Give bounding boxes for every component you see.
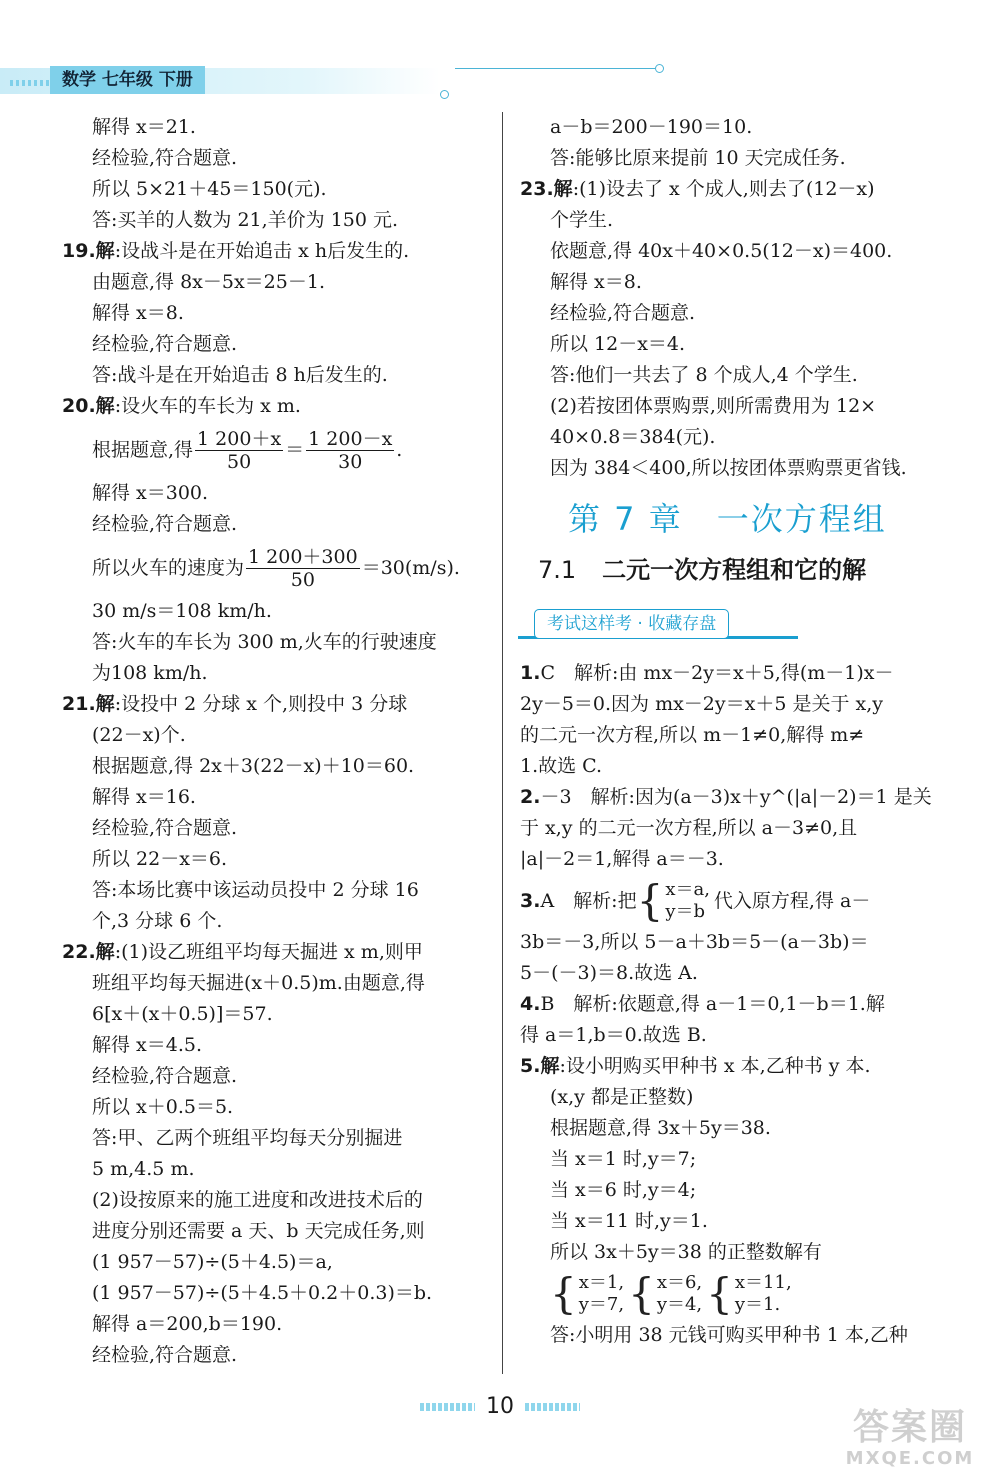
question-number: 4. [520, 993, 541, 1015]
text-line: 个学生. [550, 209, 614, 231]
text-line: 所以 12－x＝4. [550, 333, 686, 355]
text-line: 个,3 分球 6 个. [92, 910, 223, 932]
text-line: 所以 5×21＋45＝150(元). [92, 178, 327, 200]
text-line: :设投中 2 分球 x 个,则投中 3 分球 [114, 693, 408, 715]
equation-text: 根据题意,得 [92, 438, 194, 461]
equation-system [706, 1269, 792, 1318]
text-line: C 解析:由 mx－2y＝x＋5,得(m－1)x－ [540, 662, 894, 684]
text-line: (x,y 都是正整数) [550, 1086, 694, 1108]
text-line: 经检验,符合题意. [92, 333, 238, 355]
text-line: (1 957－57)÷(5＋4.5)＝a, [92, 1251, 333, 1273]
header-decoration [10, 80, 50, 86]
denominator: 30 [338, 450, 363, 473]
fraction [246, 546, 360, 591]
text-line: 根据题意,得 2x＋3(22－x)＋10＝60. [92, 755, 415, 777]
text-line: 答:他们一共去了 8 个成人,4 个学生. [550, 364, 858, 386]
denominator: 50 [290, 568, 315, 591]
answer-2 [520, 782, 950, 875]
text-line: 2y－5＝0.因为 mx－2y＝x＋5 是关于 x,y [520, 693, 884, 715]
text-line: 解得 x＝4.5. [92, 1034, 203, 1056]
page-number: 10 [486, 1394, 514, 1419]
text-line: 答:火车的车长为 300 m,火车的行驶速度 [92, 631, 437, 653]
text-line: :设小明购买甲种书 x 本,乙种书 y 本. [559, 1055, 871, 1077]
fraction [195, 428, 283, 473]
brace-icon: { [550, 1269, 577, 1318]
text-line: 解得 a＝200,b＝190. [92, 1313, 283, 1335]
solution-20 [62, 391, 492, 689]
answer-4 [520, 989, 950, 1051]
text-line: (2)若按团体票购票,则所需费用为 12× [550, 395, 877, 417]
numerator: 1 200－x [308, 427, 393, 450]
text-line: 解得 x＝16. [92, 786, 196, 808]
text-line: 经检验,符合题意. [92, 513, 238, 535]
brace-icon: { [706, 1269, 733, 1318]
numerator: 1 200＋x [197, 427, 282, 450]
text-line: 答:本场比赛中该运动员投中 2 分球 16 [92, 879, 419, 901]
denominator: 50 [227, 450, 252, 473]
solution-21 [62, 689, 492, 937]
text-line: 经检验,符合题意. [92, 1344, 238, 1366]
numerator: 1 200＋300 [248, 545, 358, 568]
solution-22 [62, 937, 492, 1371]
text-line: 答:买羊的人数为 21,羊价为 150 元. [92, 209, 399, 231]
running-header [0, 60, 1000, 100]
right-column [520, 112, 950, 484]
text-line: 5－(－3)＝8.故选 A. [520, 962, 698, 984]
solution-label: 解 [95, 395, 115, 417]
question-number: 3. [520, 889, 541, 912]
text-line: :(1)设去了 x 个成人,则去了(12－x) [572, 178, 875, 200]
solution-23 [520, 174, 950, 484]
text-line: 根据题意,得 3x＋5y＝38. [550, 1117, 771, 1139]
system-row: y＝4, [656, 1294, 703, 1315]
text-line: 所以 3x＋5y＝38 的正整数解有 [550, 1241, 822, 1263]
answer-5 [520, 1051, 950, 1351]
header-title: 数学 七年级 下册 [50, 66, 205, 94]
system-row: x＝a, [665, 879, 710, 900]
text-line: 得 a＝1,b＝0.故选 B. [520, 1024, 707, 1046]
solution-label: 解 [95, 240, 115, 262]
solution-19 [62, 236, 492, 391]
text-line: 为108 km/h. [92, 662, 208, 684]
text-line: 1.故选 C. [520, 755, 603, 777]
equation-line [62, 422, 492, 478]
text-line: 经检验,符合题意. [550, 302, 696, 324]
header-dot [440, 90, 449, 99]
question-number: 1. [520, 662, 541, 684]
column-divider [502, 112, 503, 1374]
equation-system [550, 1269, 625, 1318]
period: . [396, 438, 403, 461]
page-number-decoration [420, 1403, 475, 1411]
question-number: 20. [62, 395, 96, 417]
text-line: 6[x＋(x＋0.5)]＝57. [92, 1003, 273, 1025]
text-line: |a|－2＝1,解得 a＝－3. [520, 848, 724, 870]
text-line: 40×0.8＝384(元). [550, 426, 716, 448]
system-row: y＝1. [734, 1294, 781, 1315]
question-number: 5. [520, 1055, 541, 1077]
solution-systems [520, 1268, 950, 1320]
text-line: 30 m/s＝108 km/h. [92, 600, 272, 622]
text-line: 的二元一次方程,所以 m－1≠0,解得 m≠ [520, 724, 865, 746]
text-line: 由题意,得 8x－5x＝25－1. [92, 271, 325, 293]
system-row: y＝b [665, 901, 706, 922]
system-row: x＝1, [578, 1272, 625, 1293]
equation-system [636, 876, 710, 925]
equation-system [628, 1269, 703, 1318]
text-line: a－b＝200－190＝10. [550, 116, 753, 138]
banner-label: 考试这样考 · 收藏存盘 [534, 609, 729, 639]
text-line: 经检验,符合题意. [92, 1065, 238, 1087]
text-line: (1 957－57)÷(5＋4.5＋0.2＋0.3)＝b. [92, 1282, 433, 1304]
solution-label: 解 [95, 941, 115, 963]
system-row: x＝11, [734, 1272, 792, 1293]
text-line: 解得 x＝300. [92, 482, 209, 504]
text-line: 答:能够比原来提前 10 天完成任务. [550, 147, 846, 169]
watermark-text: 答案圈 [852, 1407, 967, 1448]
header-rule [455, 68, 655, 69]
question-number: 19. [62, 240, 96, 262]
chapter-title: 第 7 章 一次方程组 [568, 500, 887, 538]
text-line: 当 x＝11 时,y＝1. [550, 1210, 708, 1232]
text-line: 答:甲、乙两个班组平均每天分别掘进 [92, 1127, 403, 1149]
section-title [538, 550, 866, 585]
left-column [62, 112, 492, 1371]
watermark-url: MXQE.COM [845, 1448, 975, 1469]
text-line: 代入原方程,得 a－ [713, 889, 871, 912]
question-number: 22. [62, 941, 96, 963]
text-line: 依题意,得 40x＋40×0.5(12－x)＝400. [550, 240, 893, 262]
text-line: 经检验,符合题意. [92, 147, 238, 169]
equals-sign: ＝ [285, 438, 305, 461]
text-line: :(1)设乙班组平均每天掘进 x m,则甲 [114, 941, 423, 963]
text-line: 解得 x＝8. [550, 271, 642, 293]
text-line: 当 x＝6 时,y＝4; [550, 1179, 697, 1201]
fraction [306, 428, 394, 473]
header-dot [655, 64, 664, 73]
text-line: :设火车的车长为 x m. [114, 395, 301, 417]
text-line: :设战斗是在开始追击 x h后发生的. [114, 240, 410, 262]
exam-banner [518, 609, 798, 639]
brace-icon: { [636, 876, 664, 925]
question-number: 21. [62, 693, 96, 715]
text-line: 班组平均每天掘进(x＋0.5)m.由题意,得 [92, 972, 425, 994]
text-line: 5 m,4.5 m. [92, 1158, 195, 1180]
system-row: y＝7, [578, 1294, 625, 1315]
question-number: 2. [520, 786, 541, 808]
text-line: (2)设按原来的施工进度和改进技术后的 [92, 1189, 423, 1211]
page-number-decoration [525, 1403, 580, 1411]
text-line: 因为 384＜400,所以按团体票购票更省钱. [550, 457, 907, 479]
equation-line [62, 540, 492, 596]
text-line: 经检验,符合题意. [92, 817, 238, 839]
system-row: x＝6, [656, 1272, 703, 1293]
text-line: A 解析:把 [540, 889, 637, 912]
solution-label: 解 [95, 693, 115, 715]
section-name: 二元一次方程组和它的解 [602, 556, 867, 584]
question-number: 23. [520, 178, 554, 200]
section-number: 7.1 [538, 556, 577, 584]
text-line: 当 x＝1 时,y＝7; [550, 1148, 697, 1170]
brace-icon: { [628, 1269, 655, 1318]
text-line: 所以 x＋0.5＝5. [92, 1096, 234, 1118]
equation-text: 所以火车的速度为 [92, 556, 245, 579]
text-line: (22－x)个. [92, 724, 186, 746]
text-line: －3 解析:因为(a－3)x＋y^(|a|－2)＝1 是关 [540, 786, 932, 808]
text-line: 答:小明用 38 元钱可购买甲种书 1 本,乙种 [550, 1324, 908, 1346]
answer-3 [520, 875, 950, 989]
text-line: 所以 22－x＝6. [92, 848, 228, 870]
text-line: B 解析:依题意,得 a－1＝0,1－b＝1.解 [540, 993, 885, 1015]
text-line: 3b＝－3,所以 5－a＋3b＝5－(a－3b)＝ [520, 931, 869, 953]
text-line: 答:战斗是在开始追击 8 h后发生的. [92, 364, 388, 386]
equation-text: ＝30(m/s). [361, 556, 460, 579]
text-line: 进度分别还需要 a 天、b 天完成任务,则 [92, 1220, 425, 1242]
text-line: 解得 x＝21. [92, 116, 196, 138]
text-line: 解得 x＝8. [92, 302, 184, 324]
text-line: 于 x,y 的二元一次方程,所以 a－3≠0,且 [520, 817, 858, 839]
watermark-logo [835, 1408, 985, 1469]
answer-1 [520, 658, 950, 782]
solution-label: 解 [553, 178, 573, 200]
solution-label: 解 [540, 1055, 560, 1077]
right-column-answers [520, 658, 950, 1351]
